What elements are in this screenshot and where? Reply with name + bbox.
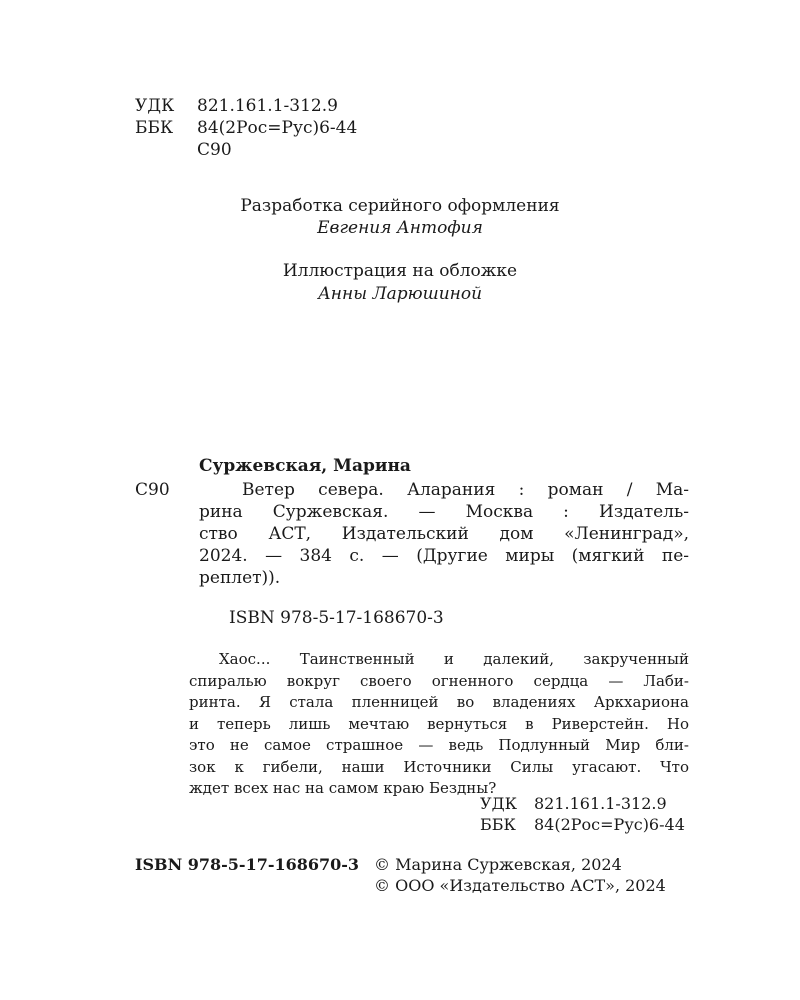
- bbk-value: 84(2Рос=Рус)6-44: [197, 118, 358, 138]
- udk-value: 821.161.1-312.9: [197, 96, 338, 116]
- bbk-label-bottom: ББК: [480, 815, 516, 834]
- author-heading: Суржевская, Марина: [199, 456, 411, 476]
- catalog-line: ство АСТ, Издательский дом «Ленинград»,: [199, 524, 689, 544]
- annotation-line: это не самое страшное — ведь Подлунный Мир бли-: [189, 736, 689, 754]
- footer-isbn: ISBN 978-5-17-168670-3: [135, 855, 360, 874]
- udk-top: [135, 95, 338, 117]
- catalog-line: реплет)).: [199, 568, 281, 588]
- udk-value-bottom: 821.161.1-312.9: [534, 794, 667, 813]
- bbk-bottom: [480, 814, 685, 836]
- annotation-line: Хаос... Таинственный и далекий, закрученный: [219, 650, 689, 668]
- catalog-line: рина Суржевская. — Москва : Издатель-: [199, 502, 689, 522]
- annotation-line: и теперь лишь мечтаю вернуться в Риверстейн. Но: [189, 714, 689, 733]
- author-mark-top: С90: [197, 140, 232, 160]
- annotation: [189, 649, 689, 800]
- udk-bottom: [480, 793, 667, 815]
- bbk-label: ББК: [135, 118, 174, 138]
- author-mark-entry: С90: [135, 480, 170, 500]
- udk-label: УДК: [135, 96, 175, 116]
- series-design-label: Разработка серийного оформления: [240, 196, 560, 216]
- catalog-line: 2024. — 384 с. — (Другие миры (мягкий пе-: [199, 546, 689, 566]
- catalog-description: [199, 479, 689, 589]
- annotation-line: зок к гибели, наши Источники Силы угасают. Что: [189, 757, 689, 776]
- copyright-publisher: © ООО «Издательство АСТ», 2024: [374, 876, 666, 895]
- bbk-value-bottom: 84(2Рос=Рус)6-44: [534, 815, 685, 834]
- catalog-isbn: ISBN 978-5-17-168670-3: [229, 608, 444, 628]
- annotation-line: ждет всех нас на самом краю Бездны?: [189, 779, 497, 797]
- cover-illustration-name: Анны Ларюшиной: [317, 284, 483, 304]
- series-design-name: Евгения Антофия: [317, 218, 483, 238]
- catalog-line: Ветер севера. Аларания : роман / Ма-: [242, 480, 689, 500]
- cover-illustration-label: Иллюстрация на обложке: [282, 261, 518, 281]
- annotation-line: ринта. Я стала пленницей во владениях Аркхариона: [189, 693, 689, 711]
- copyright-author: © Марина Суржевская, 2024: [374, 855, 622, 874]
- bbk-top: [135, 117, 357, 139]
- udk-label-bottom: УДК: [480, 794, 517, 813]
- annotation-line: спиралью вокруг своего огненного сердца — Лаби-: [189, 671, 689, 690]
